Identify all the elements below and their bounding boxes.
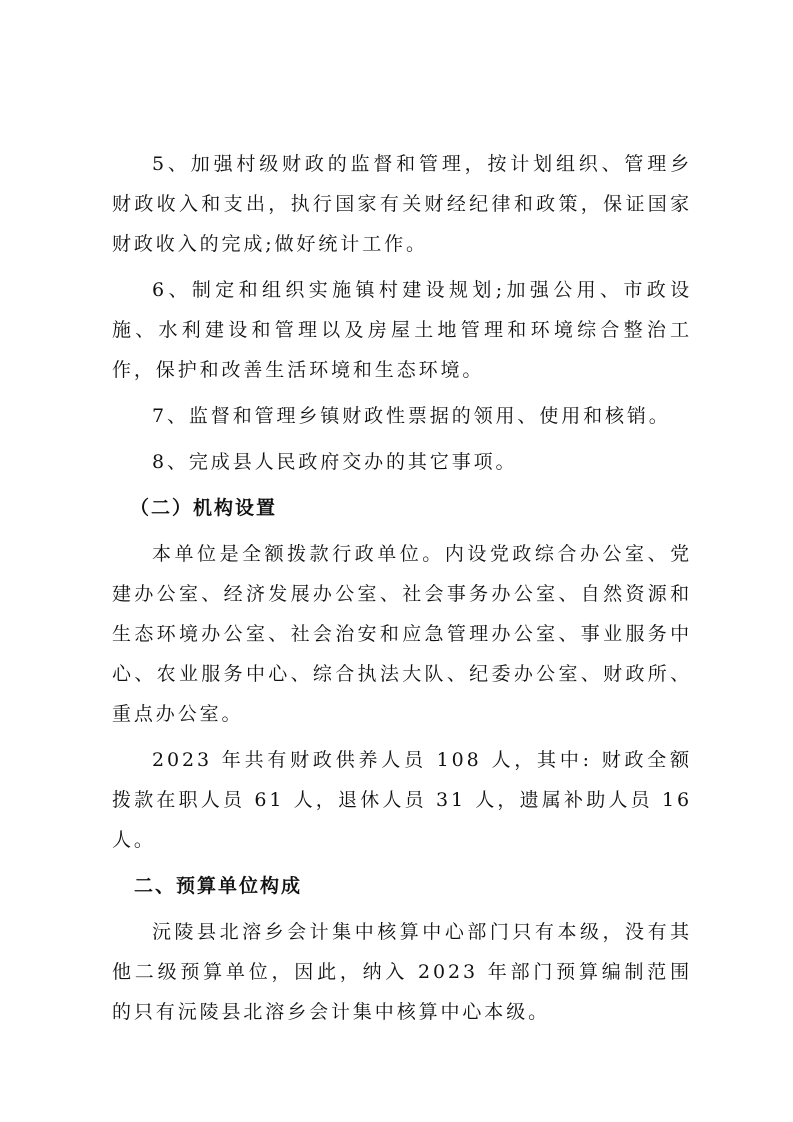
paragraph-budget-units: 沅陵县北溶乡会计集中核算中心部门只有本级，没有其他二级预算单位，因此，纳入 2023 年部门预算编制范围的只有沅陵县北溶乡会计集中核算中心本级。 xyxy=(112,921,692,1023)
paragraph-duty-7: 7、监督和管理乡镇财政性票据的领用、使用和核销。 xyxy=(152,405,671,427)
document-body xyxy=(112,144,692,1038)
section-heading-organization: （二）机构设置 xyxy=(130,497,278,519)
paragraph-duty-6: 6、制定和组织实施镇村建设规划;加强公用、市政设施、水利建设和管理以及房屋土地管理和环境综合整治工作，保护和改善生活环境和生态环境。 xyxy=(112,279,692,381)
paragraph-duty-5: 5、加强村级财政的监督和管理，按计划组织、管理乡财政收入和支出，执行国家有关财经纪律和政策，保证国家财政收入的完成;做好统计工作。 xyxy=(112,153,692,255)
section-heading-budget-units: 二、预算单位构成 xyxy=(134,875,303,897)
paragraph-organization: 本单位是全额拨款行政单位。内设党政综合办公室、党建办公室、经济发展办公室、社会事务办公室、自然资源和生态环境办公室、社会治安和应急管理办公室、事业服务中心、农业服务中心、综合执法大队、纪委办公室、财政所、重点办公室。 xyxy=(112,543,692,725)
paragraph-staffing: 2023 年共有财政供养人员 108 人，其中: 财政全额拨款在职人员 61 人，退休人员 31 人，遗属补助人员 16 人。 xyxy=(112,749,692,851)
paragraph-duty-8: 8、完成县人民政府交办的其它事项。 xyxy=(152,451,518,473)
